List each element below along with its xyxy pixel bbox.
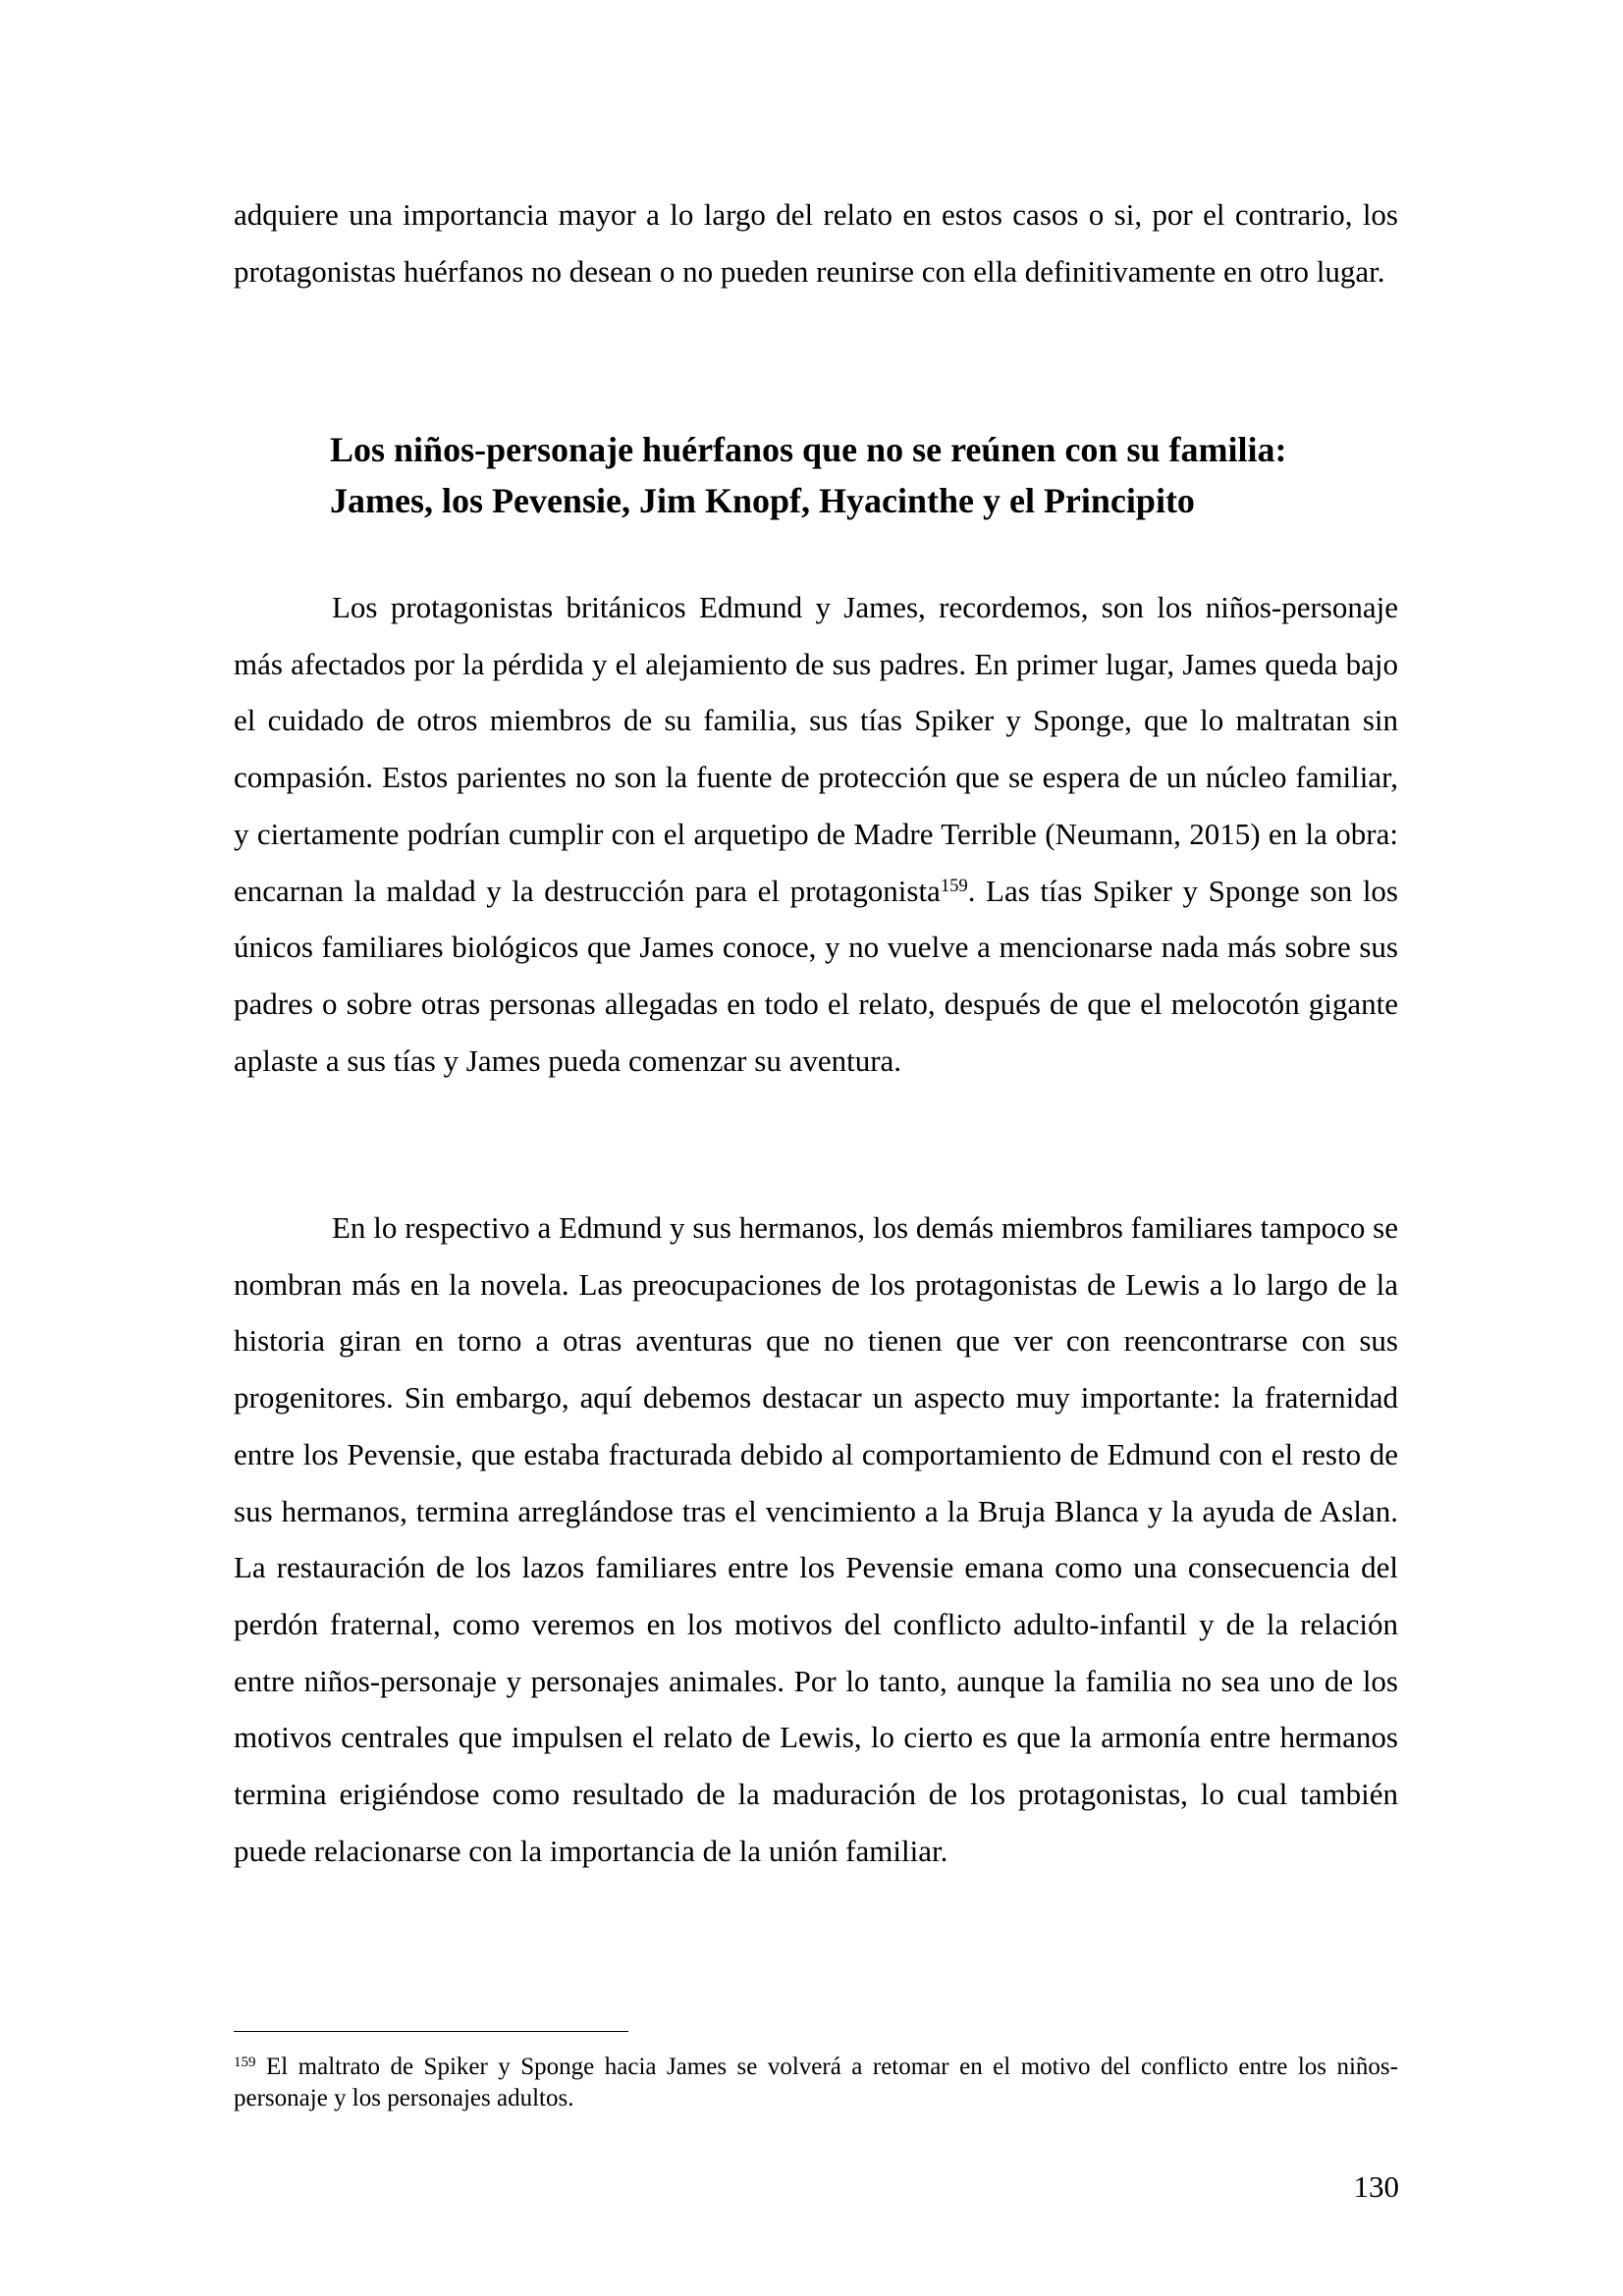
- section-heading-line-1: Los niños-personaje huérfanos que no se reúnen con su familia:: [330, 430, 1287, 469]
- footnote-number: 159: [234, 2054, 256, 2070]
- paragraph-james-text-after-note: . Las tías Spiker y Sponge son los únicos familiares biológicos que James conoce, y no vuelve a mencionarse nada más sobre sus padres o sobre otras personas allegadas en todo el relato, después de que el melocotón gigante aplaste a sus tías y James pueda comenzar su aventura.: [234, 873, 1398, 1078]
- paragraph-edmund: En lo respectivo a Edmund y sus hermanos, los demás miembros familiares tampoco se nombran más en la novela. Las preocupaciones de los protagonistas de Lewis a lo largo de la historia giran en torno a otras aventuras que no tienen que ver con reencontrarse con sus progenitores. Sin embargo, aquí debemos destacar un aspecto muy importante: la fraternidad entre los Pevensie, que estaba fracturada debido al comportamiento de Edmund con el resto de sus hermanos, termina arreglándose tras el vencimiento a la Bruja Blanca y la ayuda de Aslan. La restauración de los lazos familiares entre los Pevensie emana como una consecuencia del perdón fraternal, como veremos en los motivos del conflicto adulto-infantil y de la relación entre niños-personaje y personajes animales. Por lo tanto, aunque la familia no sea uno de los motivos centrales que impulsen el relato de Lewis, lo cierto es que la armonía entre hermanos termina erigiéndose como resultado de la maduración de los protagonistas, lo cual también puede relacionarse con la importancia de la unión familiar.: [234, 1210, 1398, 1868]
- footnote-text: El maltrato de Spiker y Sponge hacia James se volverá a retomar en el motivo del conflicto entre los niños-personaje y los personajes adultos.: [234, 2054, 1398, 2111]
- footnote-separator: [234, 2031, 628, 2032]
- section-heading-line-2: James, los Pevensie, Jim Knopf, Hyacinthe y el Principito: [330, 481, 1195, 520]
- paragraph-james: [234, 579, 1398, 1089]
- footnote: [234, 2052, 1398, 2114]
- page-number: 130: [1353, 2169, 1399, 2204]
- paragraph-continued: adquiere una importancia mayor a lo largo del relato en estos casos o si, por el contrario, los protagonistas huérfanos no desean o no pueden reunirse con ella definitivamente en otro lugar.: [234, 197, 1398, 289]
- paragraph-james-text-before-note: Los protagonistas británicos Edmund y James, recordemos, son los niños-personaje más afectados por la pérdida y el alejamiento de sus padres. En primer lugar, James queda bajo el cuidado de otros miembros de su familia, sus tías Spiker y Sponge, que lo maltratan sin compasión. Estos parientes no son la fuente de protección que se espera de un núcleo familiar, y ciertamente podrían cumplir con el arquetipo de Madre Terrible (Neumann, 2015) en la obra: encarnan la maldad y la destrucción para el protagonista: [234, 590, 1398, 908]
- footnote-reference[interactable]: 159: [940, 875, 968, 896]
- section-heading: [330, 424, 1410, 526]
